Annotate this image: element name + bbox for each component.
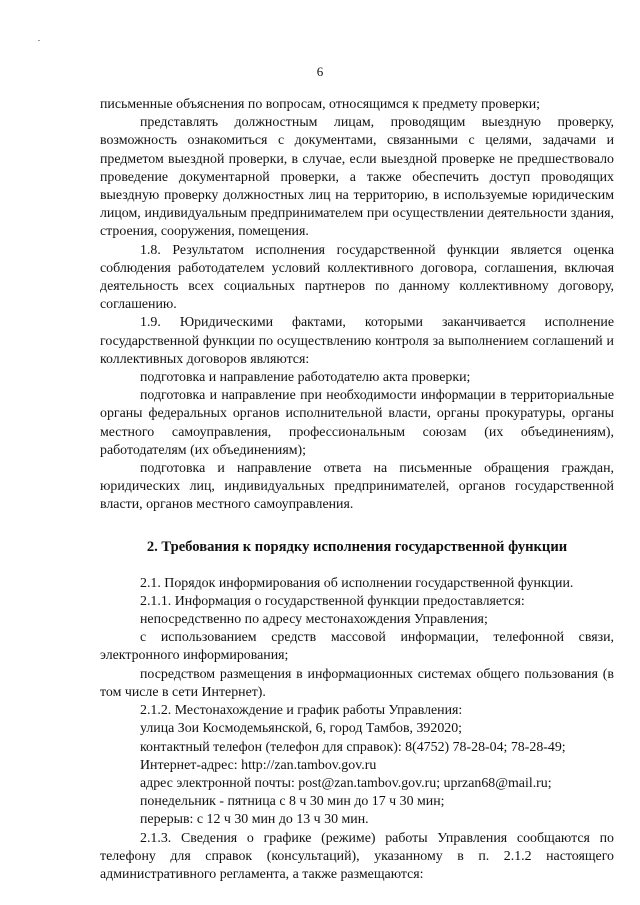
paragraph: 1.8. Результатом исполнения государственной функции является оценка соблюдения работодателем условий коллективного договора, соглашения, включая деятельность всех социальных партнеров по данному коллективному договору, соглашению. bbox=[100, 242, 614, 313]
paragraph: подготовка и направление при необходимости информации в территориальные органы федеральных органов исполнительной власти, органы прокуратуры, органы местного самоуправления, профессиональным союзам (их объединениям), работодателям (их объединениям); bbox=[100, 388, 614, 458]
paragraph: 2.1.1. Информация о государственной функции предоставляется: bbox=[140, 593, 525, 609]
paragraph: непосредственно по адресу местонахождения Управления; bbox=[140, 612, 488, 628]
paragraph: перерыв: с 12 ч 30 мин до 13 ч 30 мин. bbox=[140, 812, 369, 828]
document-body bbox=[100, 96, 614, 884]
paragraph: представлять должностным лицам, проводящим выездную проверку, возможность ознакомиться с документами, связанными с целями, задачами и предметом выездной проверки, в случае, если выездной проверке не предшествовало проведение документарной проверки, а также обеспечить доступ проводящих выездную проверку должностных лиц на территорию, в используемые юридическим лицом, индивидуальным предпринимателем при осуществлении деятельности здания, строения, сооружения, помещения. bbox=[100, 115, 614, 240]
paragraph: подготовка и направление ответа на письменные обращения граждан, юридических лиц, индивидуальных предпринимателей, органов государственной власти, органов местного самоуправления. bbox=[100, 461, 614, 513]
paragraph: 2.1.3. Сведения о графике (режиме) работы Управления сообщаются по телефону для справок (консультаций), указанному в п. 2.1.2 настоящего административного регламента, а также размещаются: bbox=[100, 830, 614, 882]
paragraph: адрес электронной почты: post@zan.tambov.gov.ru; uprzan68@mail.ru; bbox=[140, 775, 552, 791]
paragraph: подготовка и направление работодателю акта проверки; bbox=[140, 370, 471, 386]
paragraph: посредством размещения в информационных системах общего пользования (в том числе в сети Интернет). bbox=[100, 666, 614, 700]
paragraph: улица Зои Космодемьянской, 6, город Тамбов, 392020; bbox=[140, 721, 463, 737]
paragraph: 1.9. Юридическими фактами, которыми заканчивается исполнение государственной функции по осуществлению контроля за выполнением соглашений и коллективных договоров являются: bbox=[100, 315, 614, 367]
section-heading: 2. Требования к порядку исполнения государственной функции bbox=[146, 538, 568, 555]
paragraph: понедельник - пятница с 8 ч 30 мин до 17 ч 30 мин; bbox=[140, 794, 445, 810]
paragraph: письменные объяснения по вопросам, относящимся к предмету проверки; bbox=[100, 97, 540, 112]
paragraph: 2.1.2. Местонахождение и график работы Управления: bbox=[140, 703, 463, 719]
paragraph: контактный телефон (телефон для справок): 8(4752) 78-28-04; 78-28-49; bbox=[140, 739, 566, 755]
paragraph: 2.1. Порядок информирования об исполнении государственной функции. bbox=[140, 575, 574, 591]
paragraph: с использованием средств массовой информации, телефонной связи, электронного информирования; bbox=[100, 630, 614, 664]
page-number: 6 bbox=[316, 64, 324, 79]
scan-speck bbox=[38, 40, 40, 41]
paragraph: Интернет-адрес: http://zan.tambov.gov.ru bbox=[140, 757, 377, 773]
